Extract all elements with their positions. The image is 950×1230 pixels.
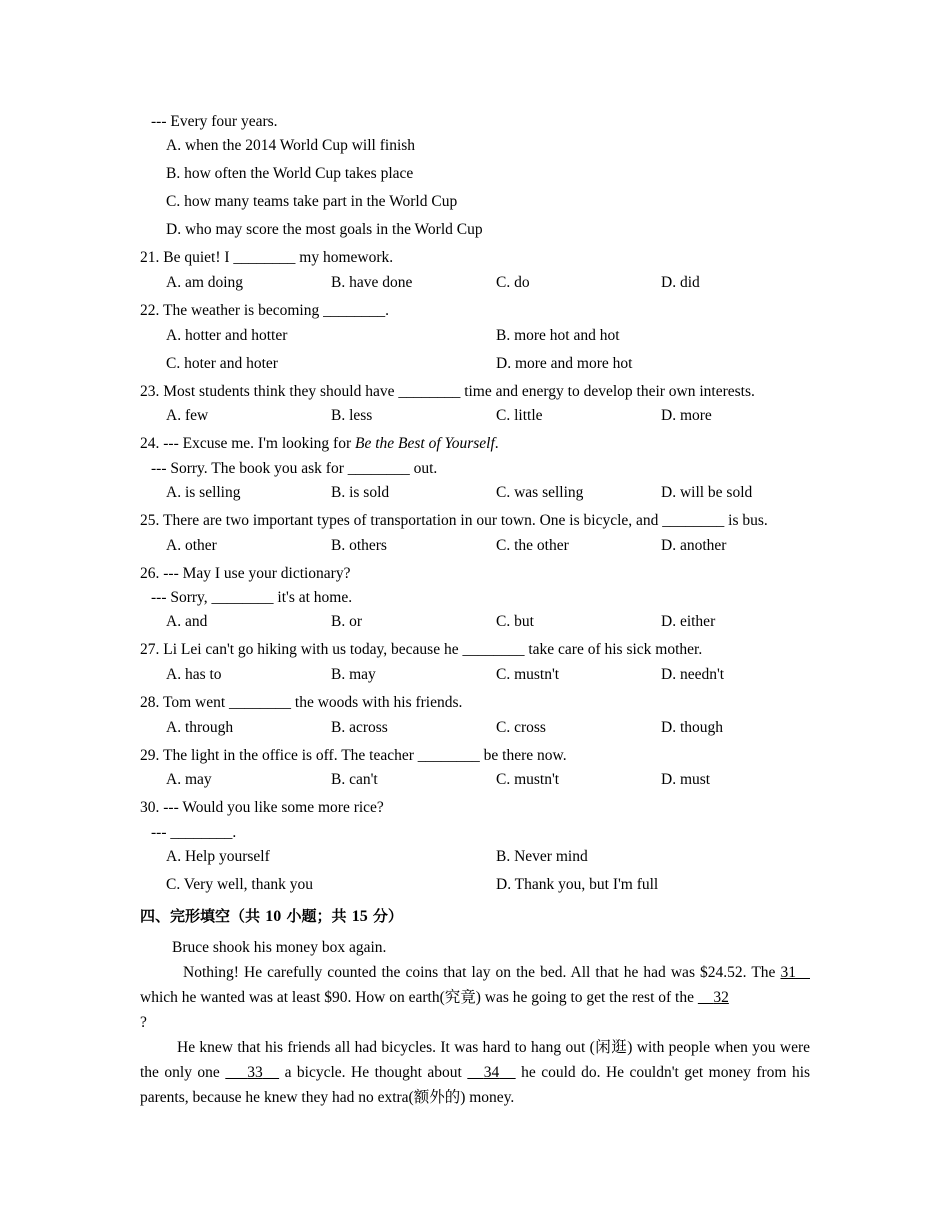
passage-paragraph-3 [140, 1035, 810, 1110]
blank-number: 32 [713, 989, 729, 1006]
section-4-heading [140, 905, 403, 928]
blank-31 [780, 964, 810, 981]
passage-text: he could do. He couldn't get money from his parents, because he knew they had no extra(额外的) money. [140, 1064, 811, 1106]
q29-stem: 29. The light in the office is off. The teacher ________ be there now. [140, 747, 567, 764]
q28-stem: 28. Tom went ________ the woods with his friends. [140, 694, 463, 711]
q25-option-a: A. other [166, 537, 217, 554]
passage-paragraph-1: Bruce shook his money box again. [172, 939, 387, 956]
q26-reply: --- Sorry, ________ it's at home. [151, 589, 353, 606]
q27-stem: 27. Li Lei can't go hiking with us today, because he ________ take care of his sick mother. [140, 641, 703, 658]
q26-option-c: C. but [496, 613, 534, 630]
q22-option-b: B. more hot and hot [496, 327, 620, 344]
q20-answer: --- Every four years. [151, 113, 278, 130]
q25-stem: 25. There are two important types of transportation in our town. One is bicycle, and ________ is bus. [140, 512, 768, 529]
blank-number: 33 [247, 1064, 263, 1081]
q23-option-d: D. more [661, 407, 712, 424]
q20-option-c: C. how many teams take part in the World Cup [166, 193, 458, 210]
section-title-part: 分） [367, 907, 403, 925]
q23-option-a: A. few [166, 407, 209, 424]
blank-34 [467, 1064, 515, 1081]
passage-paragraph-2 [140, 960, 810, 1035]
q21-option-d: D. did [661, 274, 700, 291]
q22-stem: 22. The weather is becoming ________. [140, 302, 389, 319]
q20-option-d: D. who may score the most goals in the World Cup [166, 221, 483, 238]
q23-stem: 23. Most students think they should have ________ time and energy to develop their own interests. [140, 383, 755, 400]
q30-reply: --- ________. [151, 824, 237, 841]
q22-option-d: D. more and more hot [496, 355, 633, 372]
section-title-part: 小题；共 [281, 907, 352, 925]
q21-stem: 21. Be quiet! I ________ my homework. [140, 249, 394, 266]
section-title-part: 四、完形填空（共 [140, 907, 266, 925]
passage-text: ? [140, 1014, 147, 1031]
q20-option-a: A. when the 2014 World Cup will finish [166, 137, 416, 154]
q22-option-a: A. hotter and hotter [166, 327, 288, 344]
blank-33 [225, 1064, 279, 1081]
q29-option-c: C. mustn't [496, 771, 560, 788]
q20-option-b: B. how often the World Cup takes place [166, 165, 414, 182]
q27-option-d: D. needn't [661, 666, 725, 683]
q21-option-c: C. do [496, 274, 530, 291]
q28-option-a: A. through [166, 719, 234, 736]
q26-stem: 26. --- May I use your dictionary? [140, 565, 351, 582]
q26-option-a: A. and [166, 613, 208, 630]
blank-number: 31 [780, 964, 796, 981]
q30-option-a: A. Help yourself [166, 848, 270, 865]
q30-option-b: B. Never mind [496, 848, 588, 865]
q23-option-b: B. less [331, 407, 373, 424]
q29-option-a: A. may [166, 771, 212, 788]
section-score: 15 [351, 908, 368, 925]
q25-option-b: B. others [331, 537, 387, 554]
q29-option-b: B. can't [331, 771, 378, 788]
q30-option-c: C. Very well, thank you [166, 876, 313, 893]
q27-option-c: C. mustn't [496, 666, 560, 683]
q25-option-d: D. another [661, 537, 727, 554]
q27-option-b: B. may [331, 666, 376, 683]
q24-option-b: B. is sold [331, 484, 390, 501]
q24-option-a: A. is selling [166, 484, 241, 501]
blank-32 [698, 989, 729, 1006]
q21-option-a: A. am doing [166, 274, 244, 291]
q27-option-a: A. has to [166, 666, 222, 683]
passage-text: He knew that his friends all had bicycles. It was hard to hang out (闲逛) with people when you were the only one [140, 1039, 810, 1081]
q22-option-c: C. hoter and hoter [166, 355, 278, 372]
q24-stem-suffix: . [494, 435, 499, 452]
q24-option-d: D. will be sold [661, 484, 753, 501]
q25-option-c: C. the other [496, 537, 569, 554]
q29-option-d: D. must [661, 771, 711, 788]
q28-option-b: B. across [331, 719, 388, 736]
q24-stem-prefix: 24. --- Excuse me. I'm looking for [140, 435, 356, 452]
q26-option-d: D. either [661, 613, 716, 630]
passage-text: which he wanted was at least $90. How on earth(究竟) was he going to get the rest of the [140, 989, 698, 1006]
q24-book-title: Be the Best of Yourself [355, 435, 495, 452]
passage-text: a bicycle. He thought about [279, 1064, 468, 1081]
q28-option-c: C. cross [496, 719, 546, 736]
q23-option-c: C. little [496, 407, 543, 424]
blank-number: 34 [483, 1064, 500, 1081]
passage-text: Nothing! He carefully counted the coins that lay on the bed. All that he had was $24.52. The [183, 964, 781, 981]
q24-stem [140, 434, 499, 454]
q24-option-c: C. was selling [496, 484, 584, 501]
q24-reply: --- Sorry. The book you ask for ________ out. [151, 460, 438, 477]
q21-option-b: B. have done [331, 274, 413, 291]
q30-option-d: D. Thank you, but I'm full [496, 876, 659, 893]
q30-stem: 30. --- Would you like some more rice? [140, 799, 384, 816]
q26-option-b: B. or [331, 613, 362, 630]
section-question-count: 10 [265, 908, 282, 925]
q28-option-d: D. though [661, 719, 723, 736]
